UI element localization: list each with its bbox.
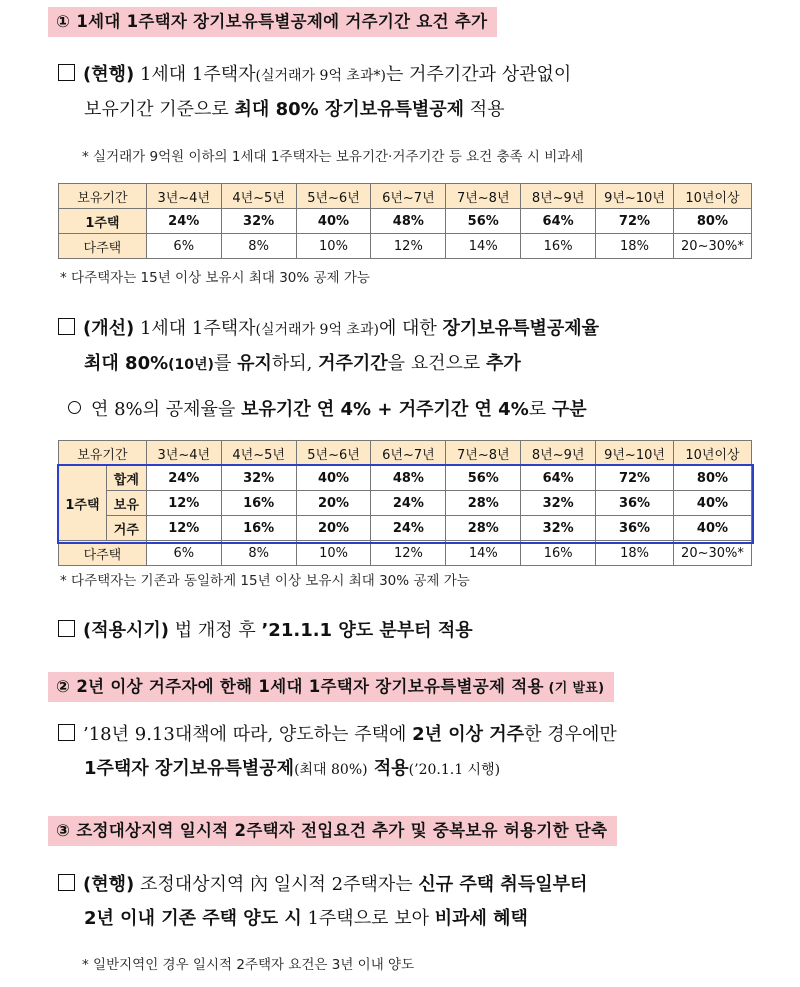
text: 보유기간 연 4% + 거주기간 연 4% xyxy=(241,399,529,420)
text: (실거래가 9억 초과*) xyxy=(255,68,386,84)
text: 적용 xyxy=(367,758,409,779)
table-cell: 64% xyxy=(521,466,596,491)
table-cell: 14% xyxy=(446,234,521,259)
table-cell: 80% xyxy=(673,209,751,234)
table-cell: 32% xyxy=(221,466,296,491)
row-label: 다주택 xyxy=(59,541,147,566)
section-3-title: ③ 조정대상지역 일시적 2주택자 전입요건 추가 및 중복보유 허용기한 단축 xyxy=(56,821,608,840)
header-cell: 보유기간 xyxy=(59,184,147,209)
text: ’21.1.1 양도 분부터 적용 xyxy=(261,620,473,641)
footnote-text: * 일반지역인 경우 일시적 2주택자 요건은 3년 이내 양도 xyxy=(82,957,415,973)
footnote-text: * 실거래가 9억원 이하의 1세대 1주택자는 보유기간·거주기간 등 요건 충족 시 비과세 xyxy=(82,149,584,165)
table-cell: 16% xyxy=(521,541,596,566)
text: 1세대 1주택자 xyxy=(134,64,256,85)
text: 추가 xyxy=(486,353,521,374)
text: 최대 80% 장기보유특별공제 xyxy=(234,99,465,120)
text: 을 요건으로 xyxy=(387,353,487,374)
section-2-tag: (기 발표) xyxy=(543,681,605,696)
footnote-text: * 다주택자는 기존과 동일하게 15년 이상 보유시 최대 30% 공제 가능 xyxy=(60,573,470,589)
square-bullet-icon xyxy=(58,318,75,335)
text: (최대 80%) xyxy=(294,762,368,778)
text: 조정대상지역 內 일시적 2주택자는 xyxy=(134,874,419,895)
table-cell: 20% xyxy=(296,516,371,541)
table-cell: 10% xyxy=(296,541,371,566)
table-cell: 72% xyxy=(596,466,674,491)
text: 1주택자 장기보유특별공제 xyxy=(84,758,295,779)
table-cell: 20~30%* xyxy=(673,541,751,566)
table-cell: 28% xyxy=(446,491,521,516)
table-cell: 40% xyxy=(296,209,371,234)
square-bullet-icon xyxy=(58,724,75,741)
residence-rule-paragraph xyxy=(58,718,758,787)
row-label: 다주택 xyxy=(59,234,147,259)
table-cell: 56% xyxy=(446,466,521,491)
section-3-heading xyxy=(48,816,617,846)
table-cell: 72% xyxy=(596,209,674,234)
table-row xyxy=(59,516,752,541)
text: 거주기간 xyxy=(318,353,388,374)
table-cell: 40% xyxy=(673,491,751,516)
row-label: 1주택 xyxy=(59,209,147,234)
text: 는 거주기간과 상관없이 xyxy=(385,64,572,85)
table-cell: 56% xyxy=(446,209,521,234)
square-bullet-icon xyxy=(58,64,75,81)
table-cell: 40% xyxy=(673,516,751,541)
text: (현행) xyxy=(83,874,135,895)
header-cell: 6년~7년 xyxy=(371,441,446,466)
header-cell: 8년~9년 xyxy=(521,184,596,209)
table-cell: 28% xyxy=(446,516,521,541)
text: 유지 xyxy=(237,353,272,374)
text: 연 8%의 공제율을 xyxy=(91,399,242,420)
text: 1주택으로 보아 xyxy=(301,908,435,929)
header-cell: 6년~7년 xyxy=(371,184,446,209)
table-cell: 24% xyxy=(146,209,221,234)
table-cell: 64% xyxy=(521,209,596,234)
table-cell: 16% xyxy=(521,234,596,259)
text: (적용시기) xyxy=(83,620,170,641)
text: ’18년 9.13대책에 따라, 양도하는 주택에 xyxy=(83,724,413,745)
temporary-two-house-paragraph xyxy=(58,868,758,936)
group-label: 1주택 xyxy=(59,466,107,541)
table-cell: 14% xyxy=(446,541,521,566)
improvement-paragraph xyxy=(58,312,758,382)
footnote-text: * 다주택자는 15년 이상 보유시 최대 30% 공제 가능 xyxy=(60,270,370,286)
sub-row-label: 보유 xyxy=(106,491,146,516)
table-cell: 8% xyxy=(221,234,296,259)
table-header-row xyxy=(59,441,752,466)
section-1-heading xyxy=(48,7,497,37)
text: 비과세 혜택 xyxy=(434,908,528,929)
header-cell: 8년~9년 xyxy=(521,441,596,466)
table-cell: 12% xyxy=(371,234,446,259)
text: 보유기간 기준으로 xyxy=(84,99,235,120)
table-cell: 18% xyxy=(596,541,674,566)
table-cell: 32% xyxy=(521,516,596,541)
text: 최대 80% xyxy=(84,353,169,374)
table-cell: 32% xyxy=(521,491,596,516)
text: (실거래가 9억 초과) xyxy=(255,322,379,338)
text: 2년 이내 기존 주택 양도 시 xyxy=(84,908,302,929)
table-row xyxy=(59,491,752,516)
footnote-4 xyxy=(82,953,414,973)
section-2-heading xyxy=(48,672,614,702)
table-row xyxy=(59,541,752,566)
text: 2년 이상 거주 xyxy=(412,724,525,745)
table-cell: 20~30%* xyxy=(673,234,751,259)
table-cell: 20% xyxy=(296,491,371,516)
header-cell: 4년~5년 xyxy=(221,441,296,466)
table-cell: 48% xyxy=(371,209,446,234)
table-cell: 40% xyxy=(296,466,371,491)
text: 하되, xyxy=(271,353,319,374)
square-bullet-icon xyxy=(58,874,75,891)
table-row xyxy=(59,209,752,234)
text: 에 대한 xyxy=(378,318,443,339)
header-cell: 9년~10년 xyxy=(596,441,674,466)
text: 장기보유특별공제율 xyxy=(442,318,600,339)
text: 로 xyxy=(528,399,552,420)
deduction-table-improved xyxy=(58,440,752,566)
table-cell: 12% xyxy=(371,541,446,566)
deduction-table-current xyxy=(58,183,752,259)
table-cell: 12% xyxy=(146,491,221,516)
text: 1세대 1주택자 xyxy=(134,318,256,339)
current-label: (현행) xyxy=(83,64,135,85)
table-cell: 80% xyxy=(673,466,751,491)
table-cell: 24% xyxy=(371,516,446,541)
text: (개선) xyxy=(83,318,135,339)
table-cell: 10% xyxy=(296,234,371,259)
sub-row-label: 합계 xyxy=(106,466,146,491)
table-cell: 6% xyxy=(146,234,221,259)
text: 신규 주택 취득일부터 xyxy=(418,874,588,895)
circle-bullet-icon xyxy=(68,401,81,414)
header-cell: 7년~8년 xyxy=(446,184,521,209)
header-cell: 4년~5년 xyxy=(221,184,296,209)
table-cell: 24% xyxy=(146,466,221,491)
table-cell: 24% xyxy=(371,491,446,516)
table-header-row xyxy=(59,184,752,209)
table-cell: 36% xyxy=(596,491,674,516)
table-cell: 16% xyxy=(221,491,296,516)
header-cell: 보유기간 xyxy=(59,441,147,466)
section-1-title: ① 1세대 1주택자 장기보유특별공제에 거주기간 요건 추가 xyxy=(56,12,488,31)
table-cell: 48% xyxy=(371,466,446,491)
text: (10년) xyxy=(168,357,214,373)
effective-date-paragraph xyxy=(58,614,758,648)
table-cell: 18% xyxy=(596,234,674,259)
rate-split-paragraph xyxy=(68,393,768,427)
footnote-1 xyxy=(82,145,583,165)
header-cell: 5년~6년 xyxy=(296,184,371,209)
text: 적용 xyxy=(464,99,505,120)
header-cell: 3년~4년 xyxy=(146,184,221,209)
square-bullet-icon xyxy=(58,620,75,637)
table-cell: 32% xyxy=(221,209,296,234)
table-cell: 6% xyxy=(146,541,221,566)
header-cell: 10년이상 xyxy=(673,441,751,466)
table-row xyxy=(59,234,752,259)
table-row xyxy=(59,466,752,491)
text: (’20.1.1 시행) xyxy=(408,762,501,778)
text: 법 개정 후 xyxy=(169,620,262,641)
current-rule-paragraph xyxy=(58,58,758,127)
text: 를 xyxy=(213,353,238,374)
footnote-3 xyxy=(60,569,470,589)
header-cell: 7년~8년 xyxy=(446,441,521,466)
table-cell: 16% xyxy=(221,516,296,541)
header-cell: 10년이상 xyxy=(673,184,751,209)
footnote-2 xyxy=(60,266,370,286)
header-cell: 3년~4년 xyxy=(146,441,221,466)
text: 구분 xyxy=(551,399,587,420)
sub-row-label: 거주 xyxy=(106,516,146,541)
table-cell: 8% xyxy=(221,541,296,566)
table-cell: 36% xyxy=(596,516,674,541)
header-cell: 5년~6년 xyxy=(296,441,371,466)
header-cell: 9년~10년 xyxy=(596,184,674,209)
text: 한 경우에만 xyxy=(524,724,617,745)
section-2-title: ② 2년 이상 거주자에 한해 1세대 1주택자 장기보유특별공제 적용 xyxy=(56,677,544,696)
table-cell: 12% xyxy=(146,516,221,541)
